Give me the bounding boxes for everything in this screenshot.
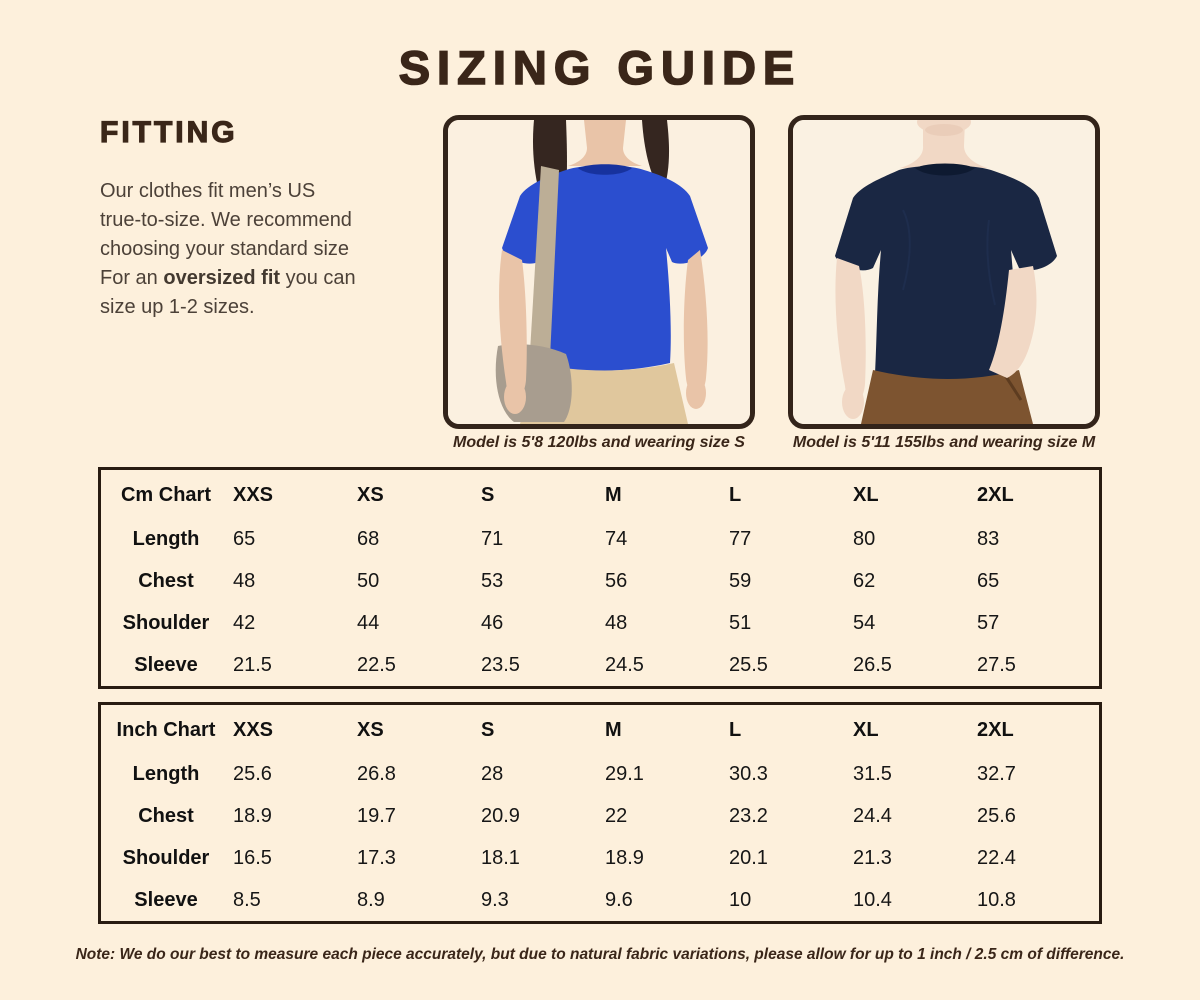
measurement-value: 71 (481, 527, 504, 550)
row-label-chest: Chest (138, 804, 194, 827)
measurement-value: 74 (605, 527, 628, 550)
size-column-header: 2XL (977, 483, 1014, 506)
neck-shadow (925, 124, 963, 136)
row-label-shoulder: Shoulder (122, 846, 210, 869)
measurement-value: 62 (853, 569, 876, 592)
inch-chart-row-chest (101, 795, 1099, 837)
skin-hand-right (686, 377, 706, 409)
cm-shoulder-values (231, 612, 1099, 635)
size-column-header: XXS (233, 483, 274, 506)
skin-hand-left (842, 385, 864, 419)
inch-chest-values (231, 805, 1099, 828)
fitting-paragraph (100, 177, 415, 322)
measurement-value: 20.1 (729, 846, 768, 869)
measurement-value: 48 (605, 611, 628, 634)
model-photo-size-m (788, 115, 1100, 429)
skin-hand-left (504, 380, 526, 414)
measurement-note: Note: We do our best to measure each piece accurately, but due to natural fabric variations, please allow for up to 1 inch / 2.5 cm of difference. (75, 946, 1125, 963)
size-column-header: XS (357, 483, 384, 506)
measurement-value: 31.5 (853, 762, 892, 785)
page-title: SIZING GUIDE (398, 41, 802, 94)
measurement-value: 10 (729, 888, 752, 911)
cm-chart-title: Cm Chart (120, 483, 211, 506)
measurement-value: 65 (233, 527, 256, 550)
inch-chart-size-headers (231, 719, 1099, 742)
measurement-value: 57 (977, 611, 1000, 634)
measurement-value: 51 (729, 611, 752, 634)
measurement-value: 10.8 (977, 888, 1016, 911)
size-column-header: L (729, 483, 742, 506)
size-column-header: S (481, 718, 495, 741)
measurement-value: 54 (853, 611, 876, 634)
female-model-illustration (448, 120, 750, 424)
row-label-length: Length (132, 762, 200, 785)
size-column-header: XL (853, 718, 879, 741)
cm-chart-row-chest (101, 560, 1099, 602)
cm-chart-row-length (101, 518, 1099, 560)
measurement-value: 23.2 (729, 804, 768, 827)
measurement-value: 53 (481, 569, 504, 592)
cm-chart-row-shoulder (101, 602, 1099, 644)
measurement-value: 24.4 (853, 804, 892, 827)
measurement-value: 18.1 (481, 846, 520, 869)
row-label-length: Length (132, 527, 200, 550)
model-caption-s: Model is 5'8 120lbs and wearing size S (453, 434, 745, 451)
measurement-value: 26.8 (357, 762, 396, 785)
fitting-line: size up 1-2 sizes. (100, 296, 255, 318)
measurement-value: 9.3 (481, 888, 509, 911)
fitting-text: you can (280, 267, 356, 289)
size-column-header: M (605, 718, 622, 741)
model-caption-m: Model is 5'11 155lbs and wearing size M (792, 434, 1096, 451)
size-column-header: L (729, 718, 742, 741)
cm-chart-size-headers (231, 484, 1099, 507)
measurement-value: 48 (233, 569, 256, 592)
measurement-value: 29.1 (605, 762, 644, 785)
fitting-line (100, 264, 415, 293)
row-label-chest: Chest (138, 569, 194, 592)
measurement-value: 27.5 (977, 653, 1016, 676)
measurement-value: 18.9 (233, 804, 272, 827)
measurement-value: 44 (357, 611, 380, 634)
measurement-value: 22.4 (977, 846, 1016, 869)
measurement-value: 8.5 (233, 888, 261, 911)
measurement-value: 21.5 (233, 653, 272, 676)
measurement-value: 8.9 (357, 888, 385, 911)
measurement-value: 21.3 (853, 846, 892, 869)
cm-chart-table (98, 467, 1102, 689)
inch-sleeve-values (231, 889, 1099, 912)
size-column-header: M (605, 483, 622, 506)
measurement-value: 23.5 (481, 653, 520, 676)
inch-chart-header-row (101, 707, 1099, 753)
inch-chart-title: Inch Chart (116, 718, 216, 741)
fitting-line: Our clothes fit men’s US (100, 180, 316, 202)
cm-chart-row-sleeve (101, 644, 1099, 686)
measurement-value: 22 (605, 804, 628, 827)
measurement-value: 80 (853, 527, 876, 550)
inch-chart-table (98, 702, 1102, 924)
measurement-value: 50 (357, 569, 380, 592)
size-column-header: XXS (233, 718, 274, 741)
measurement-value: 25.5 (729, 653, 768, 676)
measurement-value: 25.6 (977, 804, 1016, 827)
row-label-shoulder: Shoulder (122, 611, 210, 634)
measurement-value: 83 (977, 527, 1000, 550)
measurement-value: 16.5 (233, 846, 272, 869)
measurement-value: 46 (481, 611, 504, 634)
fitting-heading: FITTING (100, 116, 238, 149)
cm-sleeve-values (231, 654, 1099, 677)
measurement-value: 77 (729, 527, 752, 550)
size-column-header: 2XL (977, 718, 1014, 741)
oversized-fit-emphasis: oversized fit (163, 267, 281, 289)
model-photo-size-s (443, 115, 755, 429)
measurement-value: 68 (357, 527, 380, 550)
measurement-value: 9.6 (605, 888, 633, 911)
measurement-value: 19.7 (357, 804, 396, 827)
measurement-value: 26.5 (853, 653, 892, 676)
fitting-line: choosing your standard size (100, 238, 350, 260)
size-column-header: XL (853, 483, 879, 506)
cm-chest-values (231, 570, 1099, 593)
measurement-value: 30.3 (729, 762, 768, 785)
measurement-value: 59 (729, 569, 752, 592)
inch-chart-row-sleeve (101, 879, 1099, 921)
size-column-header: XS (357, 718, 384, 741)
fitting-line: true-to-size. We recommend (100, 209, 352, 231)
measurement-value: 65 (977, 569, 1000, 592)
size-column-header: S (481, 483, 495, 506)
measurement-value: 56 (605, 569, 628, 592)
cm-chart-header-row (101, 472, 1099, 518)
measurement-value: 24.5 (605, 653, 644, 676)
row-label-sleeve: Sleeve (134, 653, 198, 676)
inch-shoulder-values (231, 847, 1099, 870)
fitting-section (100, 116, 415, 322)
inch-chart-row-shoulder (101, 837, 1099, 879)
measurement-value: 42 (233, 611, 256, 634)
cm-length-values (231, 528, 1099, 551)
measurement-value: 28 (481, 762, 504, 785)
measurement-value: 18.9 (605, 846, 644, 869)
measurement-value: 20.9 (481, 804, 520, 827)
fitting-text: For an (100, 267, 164, 289)
inch-length-values (231, 763, 1099, 786)
measurement-value: 25.6 (233, 762, 272, 785)
male-model-illustration (793, 120, 1095, 424)
row-label-sleeve: Sleeve (134, 888, 198, 911)
measurement-value: 10.4 (853, 888, 892, 911)
inch-chart-row-length (101, 753, 1099, 795)
measurement-value: 32.7 (977, 762, 1016, 785)
measurement-value: 17.3 (357, 846, 396, 869)
measurement-value: 22.5 (357, 653, 396, 676)
